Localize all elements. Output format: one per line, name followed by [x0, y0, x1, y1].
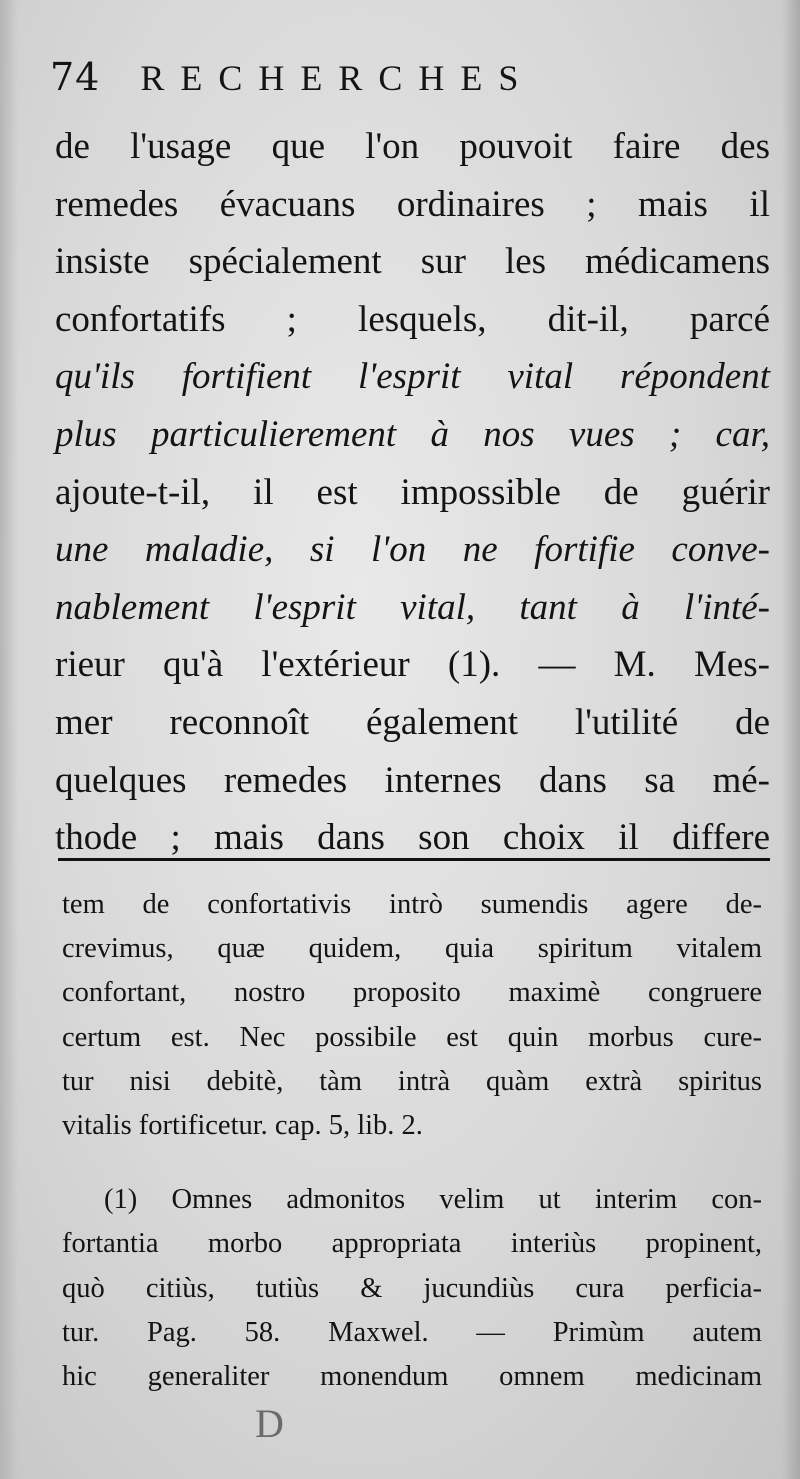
text-line: thode ; mais dans son choix il differe	[55, 817, 770, 859]
footnote-line: quò citiùs, tutiùs & jucundiùs cura perficia-	[62, 1272, 762, 1304]
footnote-line: fortantia morbo appropriata interiùs propinent,	[62, 1228, 762, 1260]
page-number: 74	[50, 55, 101, 99]
catchword: D	[255, 1401, 284, 1446]
text-line: remedes évacuans ordinaires ; mais il	[55, 183, 770, 225]
footnote-line: hic generaliter monendum omnem medicinam	[62, 1360, 762, 1392]
text-line: nablement l'esprit vital, tant à l'inté-	[55, 586, 770, 628]
page-edge-shadow-left	[0, 0, 18, 1479]
text-line: quelques remedes internes dans sa mé-	[55, 759, 770, 801]
text-line: rieur qu'à l'extérieur (1). — M. Mes-	[55, 644, 770, 686]
footnotes-block	[62, 883, 762, 1399]
text-line: une maladie, si l'on ne fortifie conve-	[55, 529, 770, 571]
footnote-line: confortant, nostro proposito maximè congruere	[62, 977, 762, 1009]
main-text-block	[55, 118, 770, 867]
footnote-line: certum est. Nec possibile est quin morbus cure-	[62, 1021, 762, 1053]
footnote-line: crevimus, quæ quidem, quia spiritum vitalem	[62, 933, 762, 965]
footnote-line: tem de confortativis intrò sumendis agere de-	[62, 889, 762, 920]
text-line: de l'usage que l'on pouvoit faire des	[55, 126, 770, 167]
footnote-line: vitalis fortificetur. cap. 5, lib. 2.	[62, 1109, 423, 1141]
footnote-line: tur. Pag. 58. Maxwel. — Primùm autem	[62, 1316, 762, 1348]
text-line: plus particulierement à nos vues ; car,	[55, 413, 770, 455]
text-line: ajoute-t-il, il est impossible de guérir	[55, 471, 770, 513]
footnote-line: tur nisi debitè, tàm intrà quàm extrà spiritus	[62, 1065, 762, 1097]
text-line: confortatifs ; lesquels, dit-il, parcé	[55, 298, 770, 340]
text-line: insiste spécialement sur les médicamens	[55, 241, 770, 283]
text-line: qu'ils fortifient l'esprit vital répondent	[55, 356, 770, 398]
footnote-1	[62, 1178, 762, 1399]
running-head: RECHERCHES	[140, 58, 535, 98]
footnote-line: (1) Omnes admonitos velim ut interim con-	[104, 1184, 762, 1216]
page-edge-shadow-right	[782, 0, 800, 1479]
footnote-rule	[58, 858, 770, 861]
page-header	[50, 55, 770, 115]
text-line: mer reconnoît également l'utilité de	[55, 701, 770, 743]
footnote-continued	[62, 883, 762, 1148]
